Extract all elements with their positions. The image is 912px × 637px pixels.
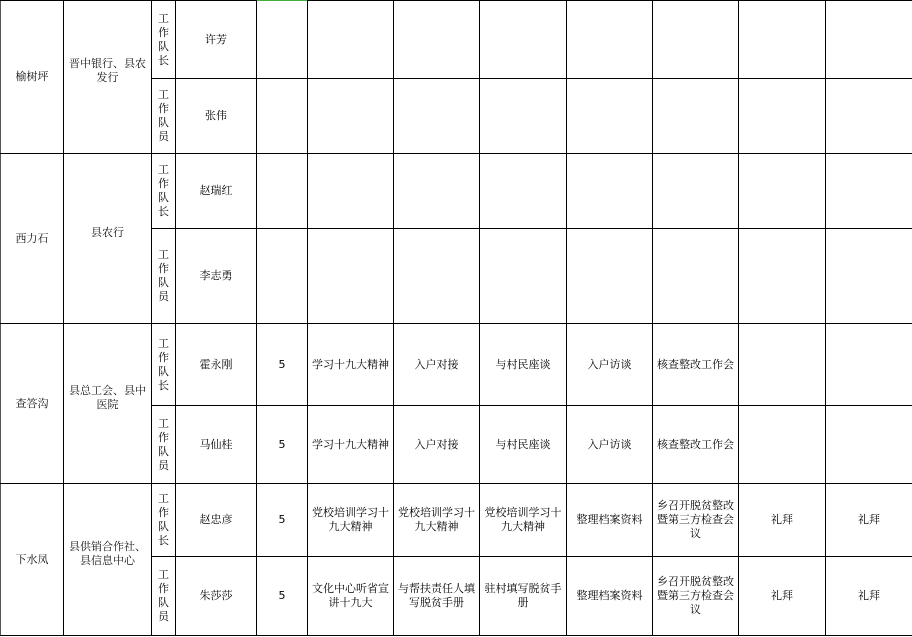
days-cell: 5 [257, 484, 308, 557]
unit-cell [64, 1, 152, 154]
role-label: 工作队员 [158, 88, 169, 143]
activity-cell [653, 79, 739, 154]
village-cell [1, 154, 64, 324]
unit-name: 晋中银行、县农发行 [69, 57, 146, 84]
role-cell [152, 79, 176, 154]
activity-cell [567, 1, 653, 79]
activity-cell [308, 79, 394, 154]
unit-name: 县农行 [91, 225, 124, 239]
role-label: 工作队长 [158, 492, 169, 547]
activity-cell [480, 229, 567, 324]
activity-cell: 文化中心听省宣讲十九大 [308, 557, 394, 636]
village-name: 下水凤 [15, 552, 49, 566]
role-label: 工作队长 [158, 336, 169, 392]
activity-cell [308, 154, 394, 229]
days-cell [257, 79, 308, 154]
activity-cell: 入户访谈 [567, 406, 653, 484]
unit-name: 县供销合作社、县信息中心 [69, 539, 146, 567]
activity-cell: 驻村填写脱贫手册 [480, 557, 567, 636]
village-name: 榆树坪 [15, 70, 49, 83]
activity-cell [739, 79, 826, 154]
village-cell [1, 324, 64, 484]
unit-cell [64, 154, 152, 324]
member-name: 朱莎莎 [176, 557, 257, 636]
activity-cell [826, 229, 912, 324]
activity-cell [567, 79, 653, 154]
activity-cell [826, 324, 912, 406]
activity-cell [653, 1, 739, 79]
member-name: 赵忠彦 [176, 484, 257, 557]
activity-cell: 乡召开脱贫整改暨第三方检查会议 [653, 557, 739, 636]
member-name: 马仙桂 [176, 406, 257, 484]
activity-cell: 礼拜 [739, 484, 826, 557]
activity-cell: 乡召开脱贫整改暨第三方检查会议 [653, 484, 739, 557]
activity-cell [826, 154, 912, 229]
activity-cell: 党校培训学习十九大精神 [394, 484, 480, 557]
activity-cell: 入户对接 [394, 406, 480, 484]
unit-cell [64, 324, 152, 484]
member-name: 许芳 [176, 1, 257, 79]
role-label: 工作队员 [158, 416, 169, 472]
role-label: 工作队长 [158, 163, 169, 218]
member-name: 李志勇 [176, 229, 257, 324]
role-cell [152, 324, 176, 406]
activity-cell [394, 154, 480, 229]
role-cell [152, 1, 176, 79]
activity-cell [480, 1, 567, 79]
activity-cell [480, 79, 567, 154]
activity-cell [739, 324, 826, 406]
activity-cell: 礼拜 [826, 557, 912, 636]
role-label: 工作队员 [158, 568, 169, 623]
activity-cell [739, 229, 826, 324]
activity-cell: 核查整改工作会 [653, 406, 739, 484]
role-cell [152, 154, 176, 229]
table-row [1, 484, 912, 557]
village-cell [1, 484, 64, 636]
unit-cell [64, 484, 152, 636]
days-cell [257, 229, 308, 324]
days-cell [257, 1, 308, 79]
role-cell [152, 557, 176, 636]
village-name: 查答沟 [15, 396, 49, 410]
village-name: 西力石 [15, 231, 49, 245]
activity-cell: 党校培训学习十九大精神 [480, 484, 567, 557]
activity-cell: 与村民座谈 [480, 406, 567, 484]
activity-cell: 整理档案资料 [567, 484, 653, 557]
activity-cell [394, 229, 480, 324]
activity-cell: 礼拜 [739, 557, 826, 636]
activity-cell [308, 229, 394, 324]
member-name: 霍永刚 [176, 324, 257, 406]
activity-cell: 礼拜 [826, 484, 912, 557]
activity-cell [567, 229, 653, 324]
village-cell [1, 1, 64, 154]
unit-name: 县总工会、县中医院 [69, 383, 146, 411]
activity-cell [739, 154, 826, 229]
activity-cell [653, 154, 739, 229]
activity-cell [826, 406, 912, 484]
activity-cell [826, 79, 912, 154]
table-row [1, 154, 912, 229]
activity-cell: 入户对接 [394, 324, 480, 406]
activity-cell: 核查整改工作会 [653, 324, 739, 406]
role-cell [152, 406, 176, 484]
days-cell: 5 [257, 557, 308, 636]
member-name: 赵瑞红 [176, 154, 257, 229]
member-name: 张伟 [176, 79, 257, 154]
days-cell: 5 [257, 324, 308, 406]
activity-cell [653, 229, 739, 324]
role-cell [152, 229, 176, 324]
activity-cell [826, 1, 912, 79]
activity-cell: 与帮扶责任人填写脱贫手册 [394, 557, 480, 636]
role-label: 工作队长 [158, 11, 169, 67]
activity-cell: 与村民座谈 [480, 324, 567, 406]
activity-cell [567, 154, 653, 229]
table-row [1, 1, 912, 79]
activity-cell: 学习十九大精神 [308, 324, 394, 406]
activity-cell [739, 406, 826, 484]
activity-cell [308, 1, 394, 79]
activity-cell [394, 79, 480, 154]
role-cell [152, 484, 176, 557]
activity-cell [480, 154, 567, 229]
activity-cell: 党校培训学习十九大精神 [308, 484, 394, 557]
days-cell: 5 [257, 406, 308, 484]
activity-cell [739, 1, 826, 79]
role-label: 工作队员 [158, 248, 169, 303]
activity-cell [394, 1, 480, 79]
table-row [1, 324, 912, 406]
activity-cell: 整理档案资料 [567, 557, 653, 636]
days-cell [257, 154, 308, 229]
activity-cell: 入户访谈 [567, 324, 653, 406]
activity-cell: 学习十九大精神 [308, 406, 394, 484]
